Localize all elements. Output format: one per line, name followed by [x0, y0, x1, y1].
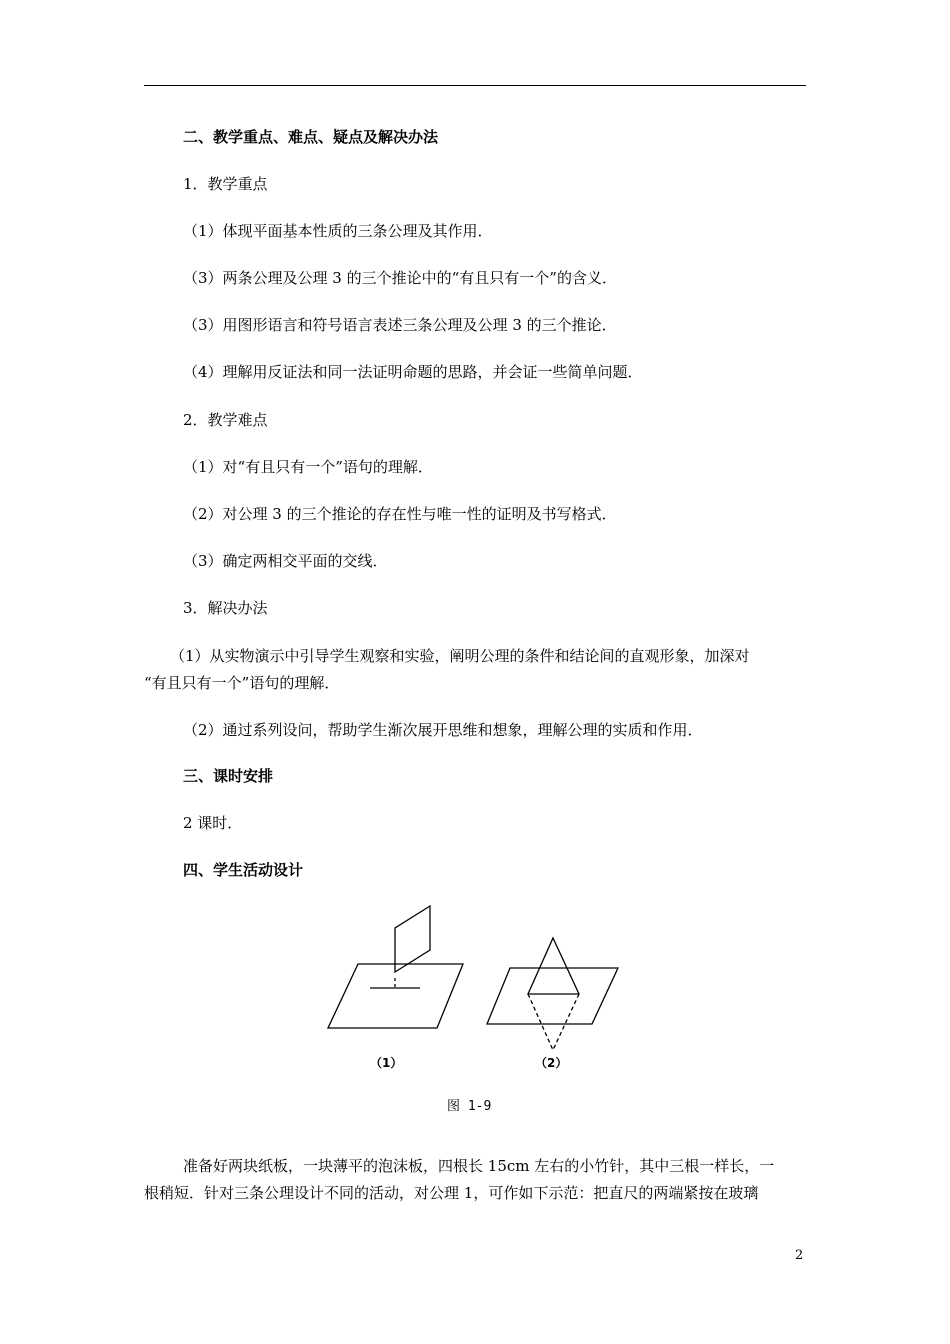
- paragraph-line: 准备好两块纸板，一块薄平的泡沫板，四根长 15cm 左右的小竹针，其中三根一样长，一: [183, 1157, 775, 1175]
- header-rule: [144, 85, 806, 86]
- section-heading-4: 四、学生活动设计: [183, 861, 304, 879]
- dashed-edge-right: [553, 994, 579, 1050]
- key-point-item: （3）用图形语言和符号语言表述三条公理及公理 3 的三个推论．: [183, 316, 617, 334]
- solution-item: （2）通过系列设问，帮助学生渐次展开思维和想象，理解公理的实质和作用．: [183, 721, 703, 739]
- figure-svg: [320, 898, 620, 1073]
- key-point-item: （1）体现平面基本性质的三条公理及其作用．: [183, 222, 493, 240]
- paragraph-line: 根稍短．针对三条公理设计不同的活动，对公理 1，可作如下示范：把直尺的两端紧按在玻璃: [144, 1184, 759, 1202]
- subheading-difficult-points: 2．教学难点: [183, 411, 268, 429]
- subheading-key-points: 1．教学重点: [183, 175, 268, 193]
- difficult-point-item: （1）对“有且只有一个”语句的理解．: [183, 458, 433, 476]
- difficult-point-item: （3）确定两相交平面的交线．: [183, 552, 388, 570]
- difficult-point-item: （2）对公理 3 的三个推论的存在性与唯一性的证明及书写格式．: [183, 505, 617, 523]
- vertical-plane: [395, 906, 430, 972]
- solution-item: （1）从实物演示中引导学生观察和实验，阐明公理的条件和结论间的直观形象，加深对: [170, 647, 750, 665]
- key-point-item: （3）两条公理及公理 3 的三个推论中的“有且只有一个”的含义．: [183, 269, 617, 287]
- figure-label-1: （1）: [370, 1056, 403, 1070]
- section-heading-2: 二、教学重点、难点、疑点及解决办法: [183, 128, 439, 146]
- solution-item-continued: “有且只有一个”语句的理解．: [144, 674, 340, 692]
- dashed-edge-left: [528, 994, 553, 1050]
- horizontal-plane-1: [328, 964, 463, 1028]
- horizontal-plane-2: [487, 968, 618, 1024]
- figure-label-2: （2）: [535, 1056, 568, 1070]
- figure-caption: 图 1-9: [447, 1099, 492, 1114]
- section-heading-3: 三、课时安排: [183, 767, 274, 785]
- class-hours: 2 课时．: [183, 814, 243, 832]
- key-point-item: （4）理解用反证法和同一法证明命题的思路，并会证一些简单问题．: [183, 363, 643, 381]
- figure-planes: [320, 898, 620, 1073]
- subheading-solutions: 3．解决办法: [183, 599, 268, 617]
- page-number: 2: [795, 1248, 804, 1263]
- triangle-upper: [528, 938, 579, 994]
